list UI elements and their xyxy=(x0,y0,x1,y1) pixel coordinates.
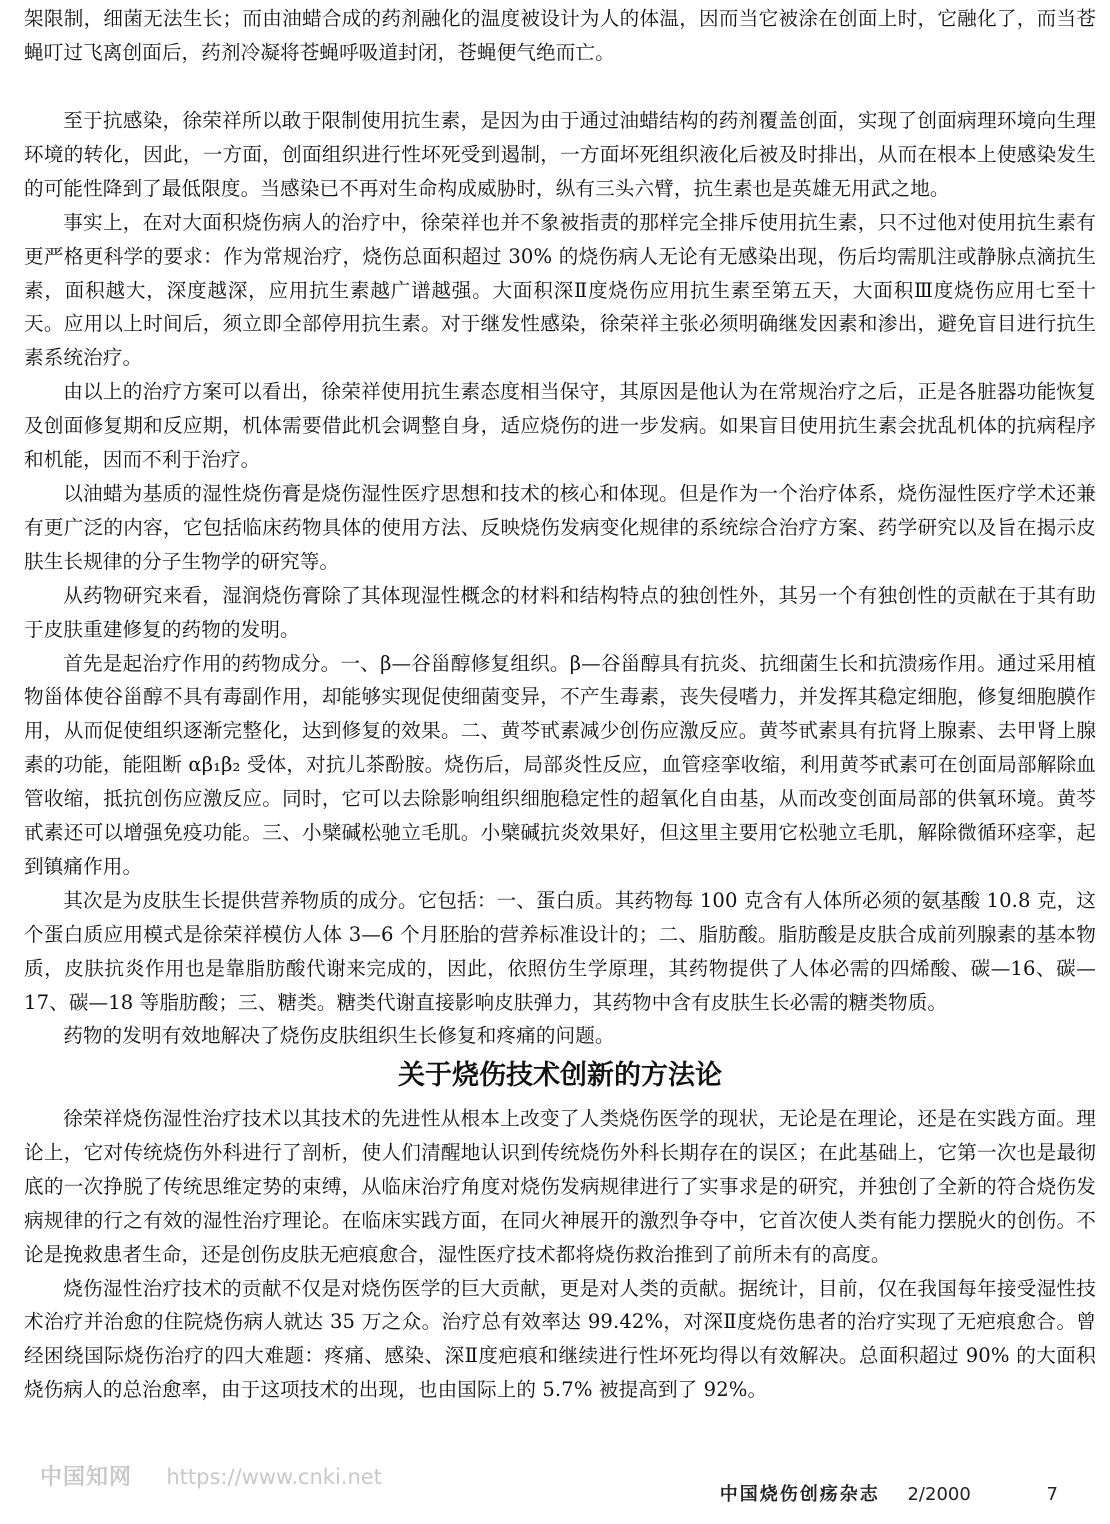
cnki-logo: 中国知网 xyxy=(40,1465,133,1490)
page-number: 7 xyxy=(1046,1484,1058,1505)
journal-name: 中国烧伤创疡杂志 xyxy=(719,1484,880,1505)
cnki-watermark xyxy=(40,1460,382,1491)
article-section-1 xyxy=(24,104,1096,1053)
paragraph: 其次是为皮肤生长提供营养物质的成分。它包括：一、蛋白质。其药物每 100 克含有人体所必须的氨基酸 10.8 克，这个蛋白质应用模式是徐荣祥模仿人体 3—6 个月胚胎的营养标准设计的；二、脂肪酸。脂肪酸是皮肤合成前列腺素的基本物质，皮肤抗炎作用也是靠脂肪酸代谢来完成的，因此，依照仿生学原理，其药物提供了人体必需的四烯酸、碳—16、碳—17、碳—18 等脂肪酸；三、糖类。糖类代谢直接影响皮肤弹力，其药物中含有皮肤生长必需的糖类物质。 xyxy=(24,888,1096,1014)
paragraph: 从药物研究来看，湿润烧伤膏除了其体现湿性概念的材料和结构特点的独创性外，其另一个有独创性的贡献在于其有助于皮肤重建修复的药物的发明。 xyxy=(24,583,1096,641)
article-section-2 xyxy=(24,1102,1096,1407)
paragraph: 架限制，细菌无法生长；而由油蜡合成的药剂融化的温度被设计为人的体温，因而当它被涂在创面上时，它融化了，而当苍蝇叮过飞离创面后，药剂冷凝将苍蝇呼吸道封闭，苍蝇便气绝而亡。 xyxy=(24,7,1096,64)
cnki-url: https://www.cnki.net xyxy=(166,1465,382,1489)
paragraph: 由以上的治疗方案可以看出，徐荣祥使用抗生素态度相当保守，其原因是他认为在常规治疗之后，正是各脏器功能恢复及创面修复期和反应期，机体需要借此机会调整自身，适应烧伤的进一步发病。如果盲目使用抗生素会扰乱机体的抗病程序和机能，因而不利于治疗。 xyxy=(24,380,1096,472)
paragraph: 至于抗感染，徐荣祥所以敢于限制使用抗生素，是因为由于通过油蜡结构的药剂覆盖创面，实现了创面病理环境向生理环境的转化，因此，一方面，创面组织进行性坏死受到遏制，一方面坏死组织液化后被及时排出，从而在根本上使感染发生的可能性降到了最低限度。当感染已不再对生命构成威胁时，纵有三头六臂，抗生素也是英雄无用武之地。 xyxy=(24,109,1096,200)
issue-number: 2/2000 xyxy=(907,1484,971,1505)
paragraph: 药物的发明有效地解决了烧伤皮肤组织生长修复和疼痛的问题。 xyxy=(63,1024,615,1048)
paragraph: 首先是起治疗作用的药物成分。一、β—谷甾醇修复组织。β—谷甾醇具有抗炎、抗细菌生长和抗溃疡作用。通过采用植物甾体使谷甾醇不具有毒副作用，却能够实现促使细菌变异，不产生毒素，丧失侵嗜力，并发挥其稳定细胞，修复细胞膜作用，从而促使组织逐渐完整化，达到修复的效果。二、黄芩甙素减少创伤应激反应。黄芩甙素具有抗肾上腺素、去甲肾上腺素的功能，能阻断 αβ₁β₂ 受体，对抗儿茶酚胺。烧伤后，局部炎性反应，血管痉挛收缩，利用黄芩甙素可在创面局部解除血管收缩，抵抗创伤应激反应。同时，它可以去除影响组织细胞稳定性的超氧化自由基，从而改变创面局部的供氧环境。黄芩甙素还可以增强免疫功能。三、小檗碱松驰立毛肌。小檗碱抗炎效果好，但这里主要用它松驰立毛肌，解除微循环痉挛，起到镇痛作用。 xyxy=(24,651,1096,878)
page-footer xyxy=(720,1480,1058,1506)
paragraph: 徐荣祥烧伤湿性治疗技术以其技术的先进性从根本上改变了人类烧伤医学的现状，无论是在理论，还是在实践方面。理论上，它对传统烧伤外科进行了剖析，使人们清醒地认识到传统烧伤外科长期存在的误区；在此基础上，它第一次也是最彻底的一次挣脱了传统思维定势的束缚，从临床治疗角度对烧伤发病规律进行了实事求是的研究，并独创了全新的符合烧伤发病规律的行之有效的湿性治疗理论。在临床实践方面，在同火神展开的激烈争夺中，它首次使人类有能力摆脱火的创伤。不论是挽救患者生命，还是创伤皮肤无疤痕愈合，湿性医疗技术都将烧伤救治推到了前所未有的高度。 xyxy=(24,1107,1096,1266)
paragraph: 以油蜡为基质的湿性烧伤膏是烧伤湿性医疗思想和技术的核心和体现。但是作为一个治疗体系，烧伤湿性医疗学术还兼有更广泛的内容，它包括临床药物具体的使用方法、反映烧伤发病变化规律的系统综合治疗方案、药学研究以及旨在揭示皮肤生长规律的分子生物学的研究等。 xyxy=(24,481,1096,573)
paragraph: 烧伤湿性治疗技术的贡献不仅是对烧伤医学的巨大贡献，更是对人类的贡献。据统计，目前，仅在我国每年接受湿性技术治疗并治愈的住院烧伤病人就达 35 万之众。治疗总有效率达 99.42%，对深Ⅱ度烧伤患者的治疗实现了无疤痕愈合。曾经困绕国际烧伤治疗的四大难题：疼痛、感染、深Ⅱ度疤痕和继续进行性坏死均得以有效解决。总面积超过 90% 的大面积烧伤病人的总治愈率，由于这项技术的出现，也由国际上的 5.7% 被提高到了 92%。 xyxy=(24,1276,1096,1402)
paragraph: 事实上，在对大面积烧伤病人的治疗中，徐荣祥也并不象被指责的那样完全排斥使用抗生素，只不过他对使用抗生素有更严格更科学的要求：作为常规治疗，烧伤总面积超过 30% 的烧伤病人无论有无感染出现，伤后均需肌注或静脉点滴抗生素，面积越大，深度越深，应用抗生素越广谱越强。大面积深Ⅱ度烧伤应用抗生素至第五天，大面积Ⅲ度烧伤应用七至十天。应用以上时间后，须立即全部停用抗生素。对于继发性感染，徐荣祥主张必须明确继发因素和渗出，避免盲目进行抗生素系统治疗。 xyxy=(24,210,1096,370)
section-heading: 关于烧伤技术创新的方法论 xyxy=(398,1060,722,1091)
